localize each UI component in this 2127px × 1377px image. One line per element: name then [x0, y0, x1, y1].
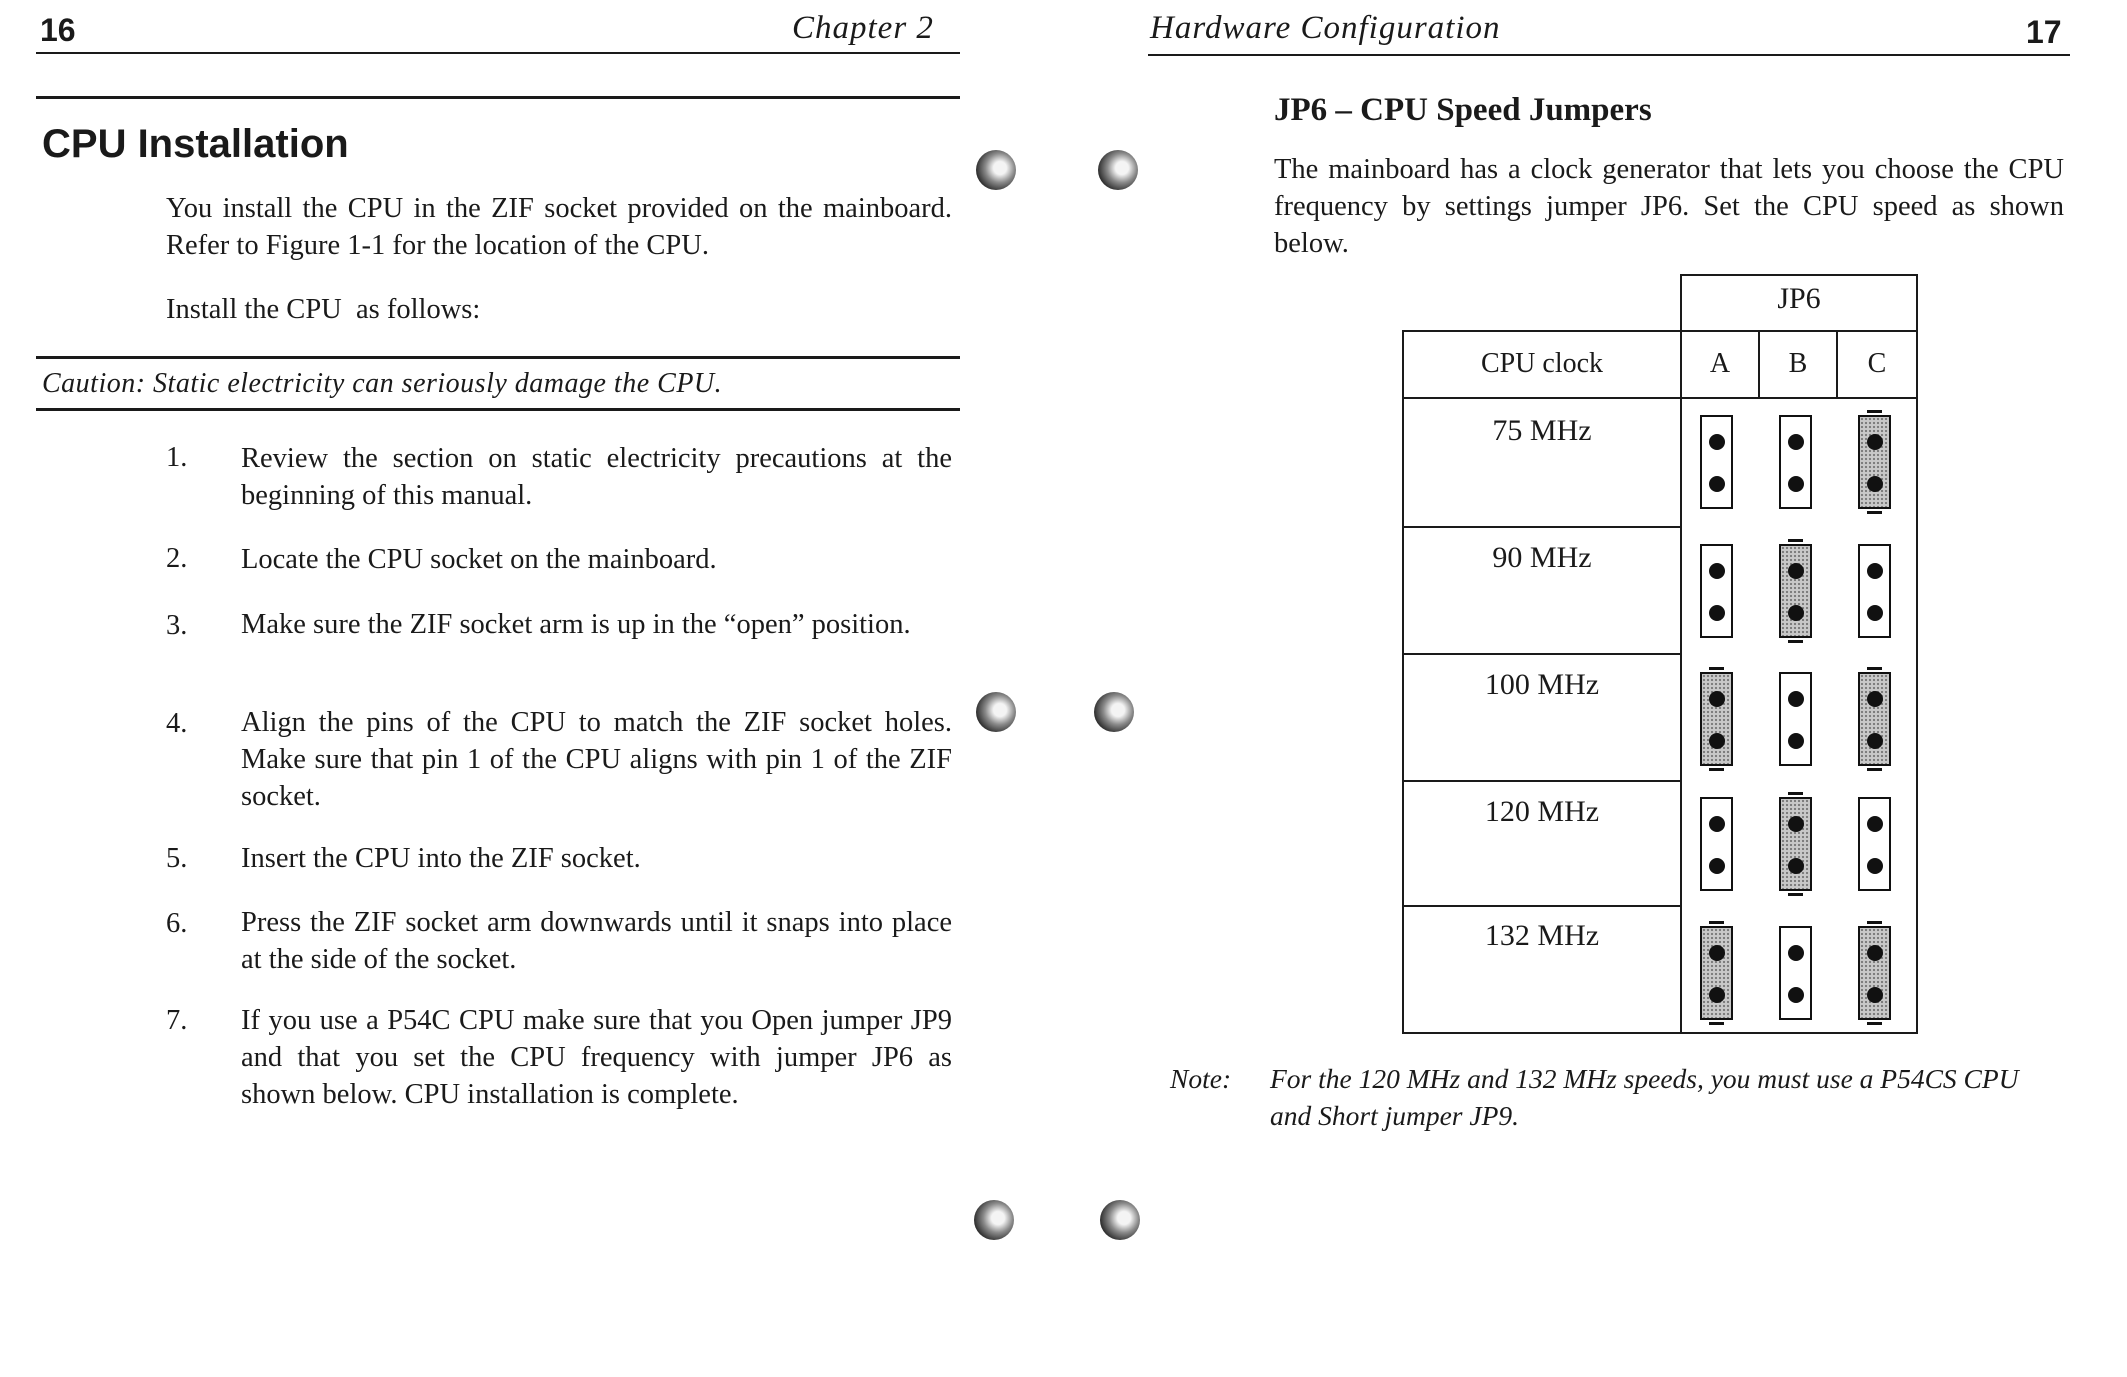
speed-label: 100 MHz [1484, 668, 1600, 701]
step-text: Locate the CPU socket on the mainboard. [241, 544, 717, 575]
section-title: CPU Installation [42, 122, 349, 166]
section-rule [36, 96, 960, 99]
column-header-a: A [1709, 348, 1731, 379]
binder-hole-icon [976, 692, 1016, 732]
binder-hole-icon [974, 1200, 1014, 1240]
jumper-b [1779, 544, 1812, 638]
binder-hole-icon [976, 150, 1016, 190]
jumper-a [1700, 797, 1733, 891]
binder-hole-icon [1100, 1200, 1140, 1240]
jumper-b [1779, 926, 1812, 1020]
binder-hole-icon [1098, 150, 1138, 190]
step-text: Review the section on static electricity precautions at the beginning of this manual. [241, 443, 952, 511]
intro-paragraph: You install the CPU in the ZIF socket provided on the mainboard. Refer to Figure 1-1 for the location of the CPU. [166, 193, 952, 261]
cpu-clock-header: CPU clock [1480, 348, 1604, 379]
speed-label: 132 MHz [1484, 919, 1600, 952]
jp6-paragraph: The mainboard has a clock generator that lets you choose the CPU frequency by settings jumper JP6. Set the CPU speed as shown below. [1274, 154, 2064, 259]
table-line [1402, 780, 1680, 782]
step-number: 6. [166, 908, 188, 939]
speed-label: 75 MHz [1492, 414, 1592, 447]
step-text: If you use a P54C CPU make sure that you Open jumper JP9 and that you set the CPU frequency with jumper JP6 as shown below. CPU installation is complete. [241, 1005, 952, 1110]
table-line [1680, 274, 1918, 276]
binder-hole-icon [1094, 692, 1134, 732]
jumper-a [1700, 672, 1733, 766]
step-number: 7. [166, 1005, 188, 1036]
jp6-header: JP6 [1777, 282, 1821, 315]
header-rule-left [36, 52, 960, 54]
jumper-b [1779, 415, 1812, 509]
table-line [1402, 526, 1680, 528]
jumper-c [1858, 672, 1891, 766]
step-text: Insert the CPU into the ZIF socket. [241, 843, 641, 874]
speed-label: 90 MHz [1492, 541, 1592, 574]
running-head-left: Chapter 2 [792, 10, 934, 46]
caution-rule-bottom [36, 408, 960, 411]
table-line [1402, 653, 1680, 655]
table-line [1680, 274, 1682, 1034]
subsection-title: JP6 – CPU Speed Jumpers [1274, 92, 1652, 128]
table-line [1402, 1032, 1918, 1034]
page-number-left: 16 [40, 12, 76, 48]
header-rule-right [1148, 54, 2070, 56]
jumper-c [1858, 544, 1891, 638]
page-number-right: 17 [2026, 14, 2062, 50]
jumper-a [1700, 544, 1733, 638]
note-text: For the 120 MHz and 132 MHz speeds, you must use a P54CS CPU and Short jumper JP9. [1270, 1063, 2019, 1131]
step-number: 4. [166, 708, 188, 739]
step-text: Align the pins of the CPU to match the ZIF socket holes. Make sure that pin 1 of the CPU aligns with pin 1 of the ZIF socket. [241, 707, 952, 812]
step-number: 1. [166, 442, 188, 473]
step-number: 2. [166, 543, 188, 574]
table-line [1402, 330, 1918, 332]
caution-text: Caution: Static electricity can seriously damage the CPU. [42, 368, 723, 399]
column-header-c: C [1867, 348, 1887, 379]
table-line [1916, 274, 1918, 1034]
jumper-a [1700, 926, 1733, 1020]
step-number: 3. [166, 610, 188, 641]
speed-label: 120 MHz [1484, 795, 1600, 828]
jumper-b [1779, 797, 1812, 891]
table-line [1402, 905, 1680, 907]
jumper-b [1779, 672, 1812, 766]
jumper-c [1858, 926, 1891, 1020]
note-label: Note: [1170, 1063, 1232, 1094]
table-line [1402, 397, 1918, 399]
install-line: Install the CPU as follows: [166, 294, 481, 325]
step-text: Make sure the ZIF socket arm is up in the “open” position. [241, 609, 911, 640]
jumper-c [1858, 415, 1891, 509]
caution-rule-top [36, 356, 960, 359]
jumper-c [1858, 797, 1891, 891]
step-number: 5. [166, 843, 188, 874]
step-text: Press the ZIF socket arm downwards until it snaps into place at the side of the socket. [241, 907, 952, 975]
column-header-b: B [1788, 348, 1808, 379]
jumper-a [1700, 415, 1733, 509]
running-head-right: Hardware Configuration [1150, 10, 1501, 46]
